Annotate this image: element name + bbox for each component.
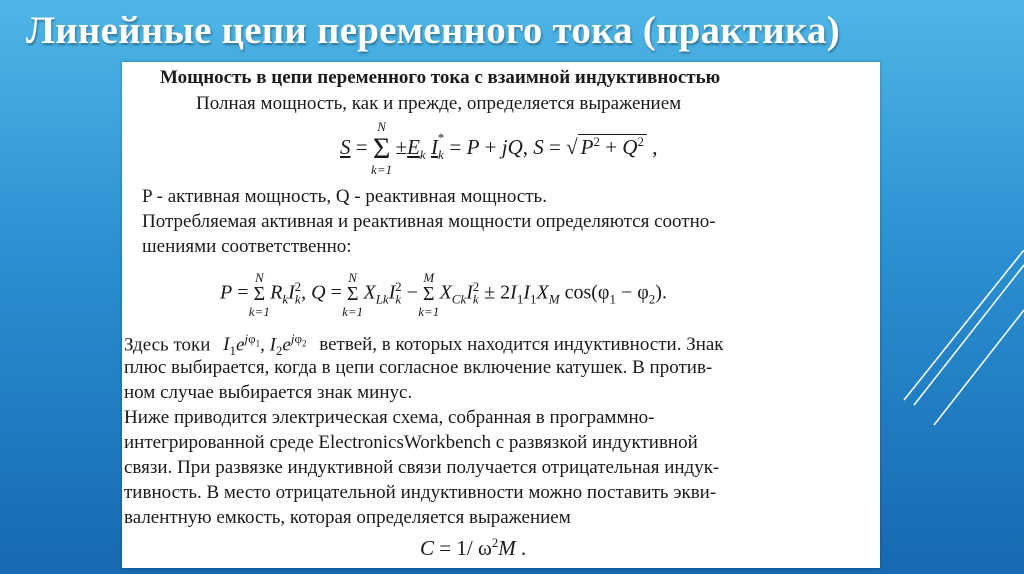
doc-line-5: Здесь токи $I_1e^{j\varphi_1}$, $I_2e^{j\varphi_2}$ ветвей, в которых находится индуктивности. Знак: [124, 331, 724, 359]
doc-line-1: Полная мощность, как и прежде, определяется выражением: [196, 93, 682, 114]
doc-heading: Мощность в цепи переменного тока с взаимной индуктивностью: [160, 67, 721, 88]
slide-title: Линейные цепи переменного тока (практика): [26, 9, 840, 52]
doc-line-9: интегрированной среде ElectronicsWorkbench с развязкой индуктивной: [124, 432, 698, 453]
doc-line-12: валентную емкость, которая определяется выражением: [124, 507, 571, 528]
doc-line-4: шениями соответственно:: [142, 236, 352, 257]
formula-apparent-power: S = Σ N k=1 $\pm E_k$ $I_k^* = P$ + jQ, S = √ $P^2 + Q^2$ ,: [340, 119, 658, 177]
text-branches: ветвей, в которых находится индуктивности. Знак: [319, 334, 724, 356]
doc-line-8: Ниже приводится электрическая схема, собранная в программно-: [124, 407, 655, 428]
doc-line-3: Потребляемая активная и реактивная мощности определяются соотно-: [142, 211, 716, 232]
doc-line-7: ном случае выбирается знак минус.: [124, 382, 413, 403]
doc-line-6: плюс выбирается, когда в цепи согласное включение катушек. В против-: [124, 357, 713, 378]
text-currents: Здесь токи: [124, 334, 211, 356]
doc-line-11: тивность. В место отрицательной индуктивности можно поставить экви-: [124, 482, 717, 503]
formula-active-reactive-power: P = Σ N k=1 $R_kI_k^2$, Q = Σ N k=1 $X_{Lk}I_k^2 - \Sigma$ M k=1 $X_{Ck}I_k^2 \pm 2I_1I_1X_M$ $\cos(\varphi_1 - \varphi_2)$.: [220, 270, 667, 320]
decorative-lines: [874, 250, 1024, 430]
formula-equivalent-capacitance: C = 1/ $\omega^2M$ .: [420, 535, 527, 560]
doc-line-10: связи. При развязке индуктивной связи получается отрицательная индук-: [124, 457, 720, 478]
document-page: [122, 62, 880, 568]
doc-line-2: P - активная мощность, Q - реактивная мощность.: [142, 186, 547, 207]
sum-symbol: Σ N k=1: [371, 119, 393, 177]
